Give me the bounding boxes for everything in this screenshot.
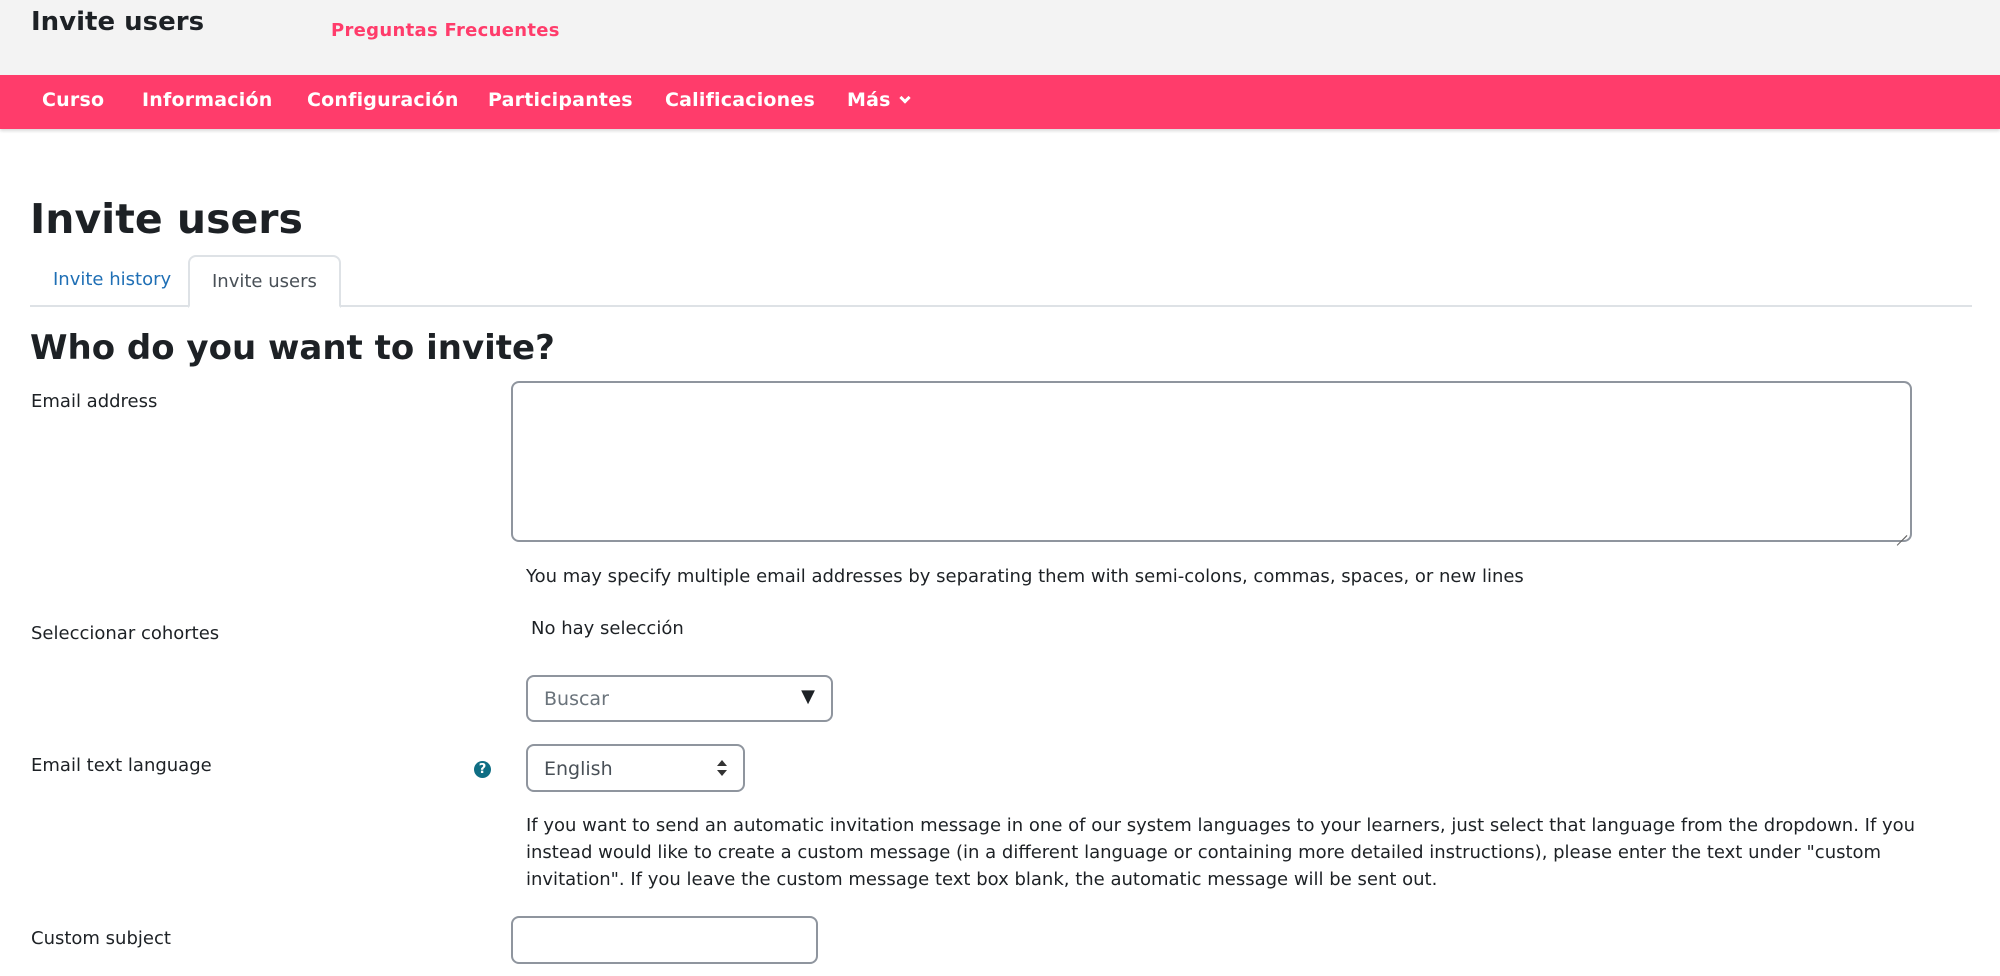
top-bar bbox=[0, 0, 2000, 75]
section-title: Who do you want to invite? bbox=[30, 328, 555, 368]
nav-item-informacion[interactable]: Información bbox=[142, 89, 273, 111]
course-nav bbox=[0, 75, 2000, 129]
language-select[interactable] bbox=[526, 744, 745, 792]
tab-invite-history[interactable]: Invite history bbox=[53, 269, 172, 290]
nav-item-mas[interactable] bbox=[847, 75, 909, 129]
select-arrows-icon bbox=[717, 760, 727, 776]
chevron-down-icon bbox=[899, 92, 910, 103]
cohort-search-placeholder: Buscar bbox=[544, 688, 609, 710]
caret-down-icon: ▼ bbox=[801, 686, 815, 707]
resize-handle-icon[interactable] bbox=[1895, 525, 1907, 537]
language-label: Email text language bbox=[31, 755, 212, 776]
tab-invite-users[interactable]: Invite users bbox=[188, 255, 341, 308]
nav-item-participantes[interactable]: Participantes bbox=[488, 89, 633, 111]
faq-link[interactable]: Preguntas Frecuentes bbox=[331, 20, 560, 41]
language-help-text: If you want to send an automatic invitation message in one of our system languages to your learners, just select that language from the dropdown. If you instead would like to create a custom message (in a different language or containing more detailed instructions), please enter the text under "custom invitation". If you leave the custom message text box blank, the automatic message will be sent out. bbox=[526, 815, 1916, 890]
email-textarea[interactable] bbox=[511, 381, 1912, 542]
cohort-selection-status: No hay selección bbox=[531, 618, 684, 639]
cohort-search-select[interactable] bbox=[526, 675, 833, 722]
language-selected-value: English bbox=[544, 758, 613, 780]
email-help-text: You may specify multiple email addresses by separating them with semi-colons, commas, spaces, or new lines bbox=[526, 566, 1524, 587]
question-circle-icon[interactable]: ? bbox=[474, 761, 491, 778]
email-label: Email address bbox=[31, 391, 158, 412]
custom-subject-input[interactable] bbox=[511, 916, 818, 964]
subject-label: Custom subject bbox=[31, 928, 171, 949]
nav-item-mas-label: Más bbox=[847, 89, 891, 111]
page-title: Invite users bbox=[30, 195, 303, 243]
nav-item-curso[interactable]: Curso bbox=[42, 89, 105, 111]
nav-item-configuracion[interactable]: Configuración bbox=[307, 89, 459, 111]
cohorts-label: Seleccionar cohortes bbox=[31, 623, 220, 644]
nav-item-calificaciones[interactable]: Calificaciones bbox=[665, 89, 816, 111]
site-title: Invite users bbox=[31, 7, 205, 37]
